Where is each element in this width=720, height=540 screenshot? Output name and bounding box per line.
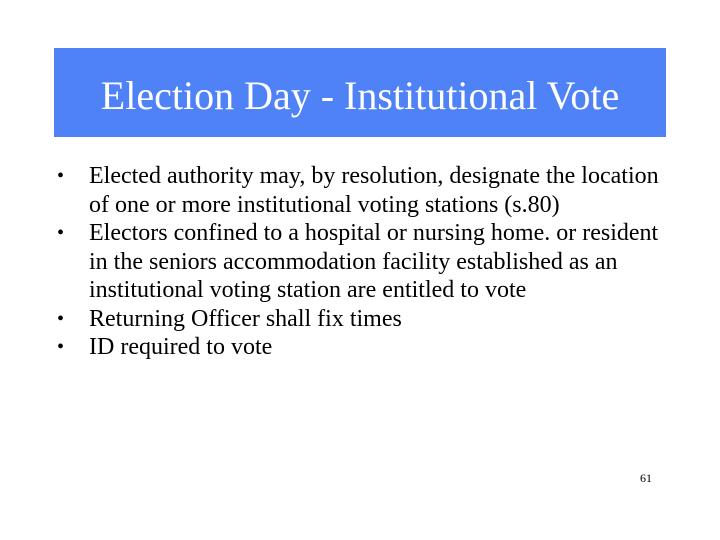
bullet-icon: •: [57, 222, 65, 244]
bullet-item: [57, 162, 677, 219]
bullet-icon: •: [57, 307, 65, 330]
bullet-text: Returning Officer shall fix times: [89, 305, 402, 332]
bullet-text: Electors confined to a hospital or nursing home. or resident in the seniors accommodation facility established as an institutional voting station are entitled to vote: [89, 220, 659, 303]
bullet-list: [57, 162, 677, 362]
bullet-icon: •: [57, 336, 65, 358]
bullet-text: ID required to vote: [89, 334, 273, 360]
bullet-item: [57, 305, 677, 334]
bullet-item: [57, 219, 677, 305]
bullet-text: Elected authority may, by resolution, designate the location of one or more institutional voting stations (s.80): [89, 163, 659, 218]
page-number: 61: [640, 471, 652, 485]
bullet-item: [57, 333, 677, 362]
bullet-icon: •: [57, 165, 65, 187]
title-bar: [54, 48, 666, 137]
slide-title: Election Day - Institutional Vote: [100, 72, 620, 118]
